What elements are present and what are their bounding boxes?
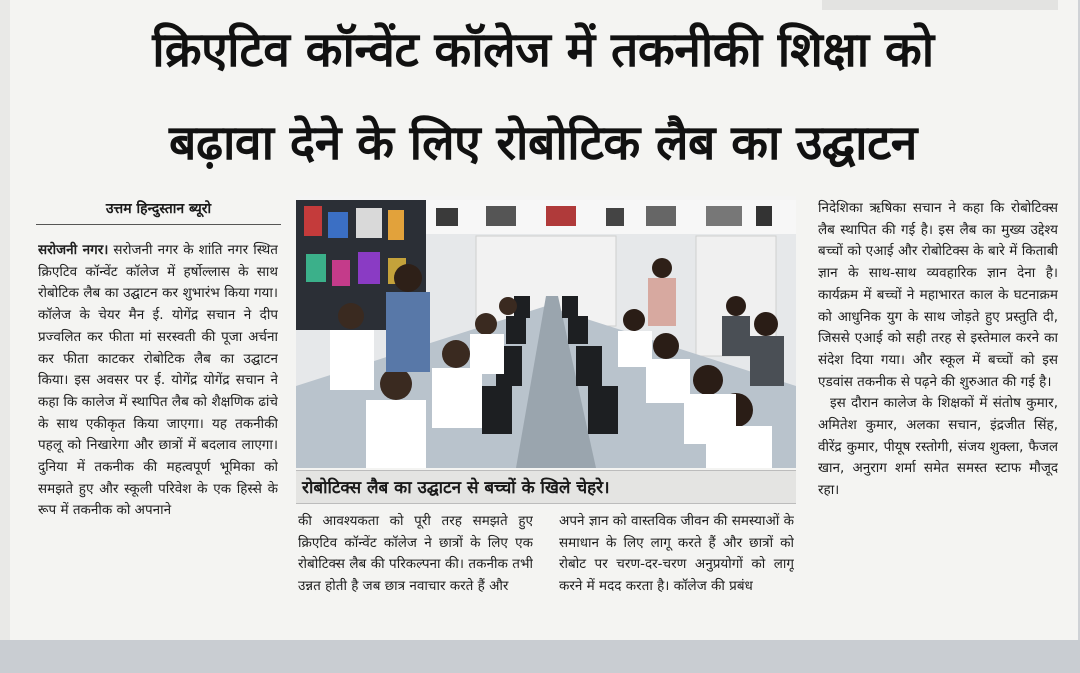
article-text-right-2: इस दौरान कालेज के शिक्षकों में संतोष कुमार, अमितेश कुमार, अलका सचान, इंद्रजीत सिंह, वीरेंद्र कुमार, पीयूष रस्तोगी, संजय शुक्ला, फैजल खान, अनुराग शर्मा समेत समस्त स्टाफ मौजूद रहा। — [818, 395, 1058, 499]
background-bar — [0, 640, 1080, 673]
dateline: सरोजनी नगर। — [38, 242, 109, 258]
byline: उत्तम हिन्दुस्तान ब्यूरो — [105, 201, 212, 217]
article-text-right: निदेशिका ऋषिका सचान ने कहा कि रोबोटिक्स लैब स्थापित की गई है। इस लैब का मुख्य उद्देश्य बच्चों को एआई और रोबोटिक्स के बारे में किताबी ज्ञान के साथ-साथ व्यवहारिक ज्ञान देना है। कार्यक्रम में बच्चों ने महाभारत काल के घटनाक्रम को आधुनिक युग के साथ जोड़ते हुए प्रस्तुति दी, जिससे एआई को सही तरह से इस्तेमाल करने का संदेश दिया गया। और स्कूल में बच्चों को इस एडवांस तकनीक से पढ़ने की शुरुआत की गई है। — [818, 200, 1058, 390]
article-column-bottom-1: की आवश्यकता को पूरी तरह समझते हुए क्रिएटिव कॉन्वेंट कॉलेज ने छात्रों के लिए एक रोबोटिक्स लैब की परिकल्पना की। तकनीक तभी उन्नत होती है जब छात्र नवाचार करते हैं और — [298, 513, 533, 595]
top-strip — [822, 0, 1058, 10]
article-column-left — [38, 240, 278, 625]
page-edge — [0, 0, 10, 640]
headline-line-2: बढ़ावा देने के लिए रोबोटिक लैब का उद्घाटन — [169, 115, 917, 171]
byline-rule — [36, 224, 281, 225]
article-column-right — [818, 198, 1058, 626]
news-photo — [296, 196, 796, 468]
photo-caption: रोबोटिक्स लैब का उद्घाटन से बच्चों के खिले चेहरे। — [296, 470, 796, 504]
headline-line-1: क्रिएटिव कॉन्वेंट कॉलेज में तकनीकी शिक्षा को — [152, 22, 934, 78]
article-column-bottom-2: अपने ज्ञान को वास्तविक जीवन की समस्याओं के समाधान के लिए लागू करते हैं और छात्रों को रोबोट पर चरण-दर-चरण अनुप्रयोगों को लागू करने में मदद करता है। कॉलेज की प्रबंध — [559, 513, 794, 595]
robotics-lab-photo — [296, 196, 796, 468]
article-text-left: सरोजनी नगर के शांति नगर स्थित क्रिएटिव कॉन्वेंट कॉलेज में हर्षोल्लास के साथ रोबोटिक लैब का उद्घाटन कर शुभारंभ किया गया। कॉलेज के चेयर मैन ई. योगेंद्र सचान ने दीप प्रज्वलित कर फीता मां सरस्वती की पूजा अर्चना कर फीता काटकर रोबोटिक लैब का उद्घाटन किया। इस अवसर पर ई. योगेंद्र योगेंद्र सचान ने कहा कि कालेज में स्थापित लैब को शैक्षणिक ढांचे के साथ एकीकृत किया जाएगा। यह तकनीकी पहलू को निखारेगा और छात्रों में बदलाव लाएगा। दुनिया में तकनीक की महत्वपूर्ण भूमिका को समझते हुए और स्कूली परिवेश के एक हिस्से के रूप में तकनीक को अपनाने — [38, 242, 278, 519]
